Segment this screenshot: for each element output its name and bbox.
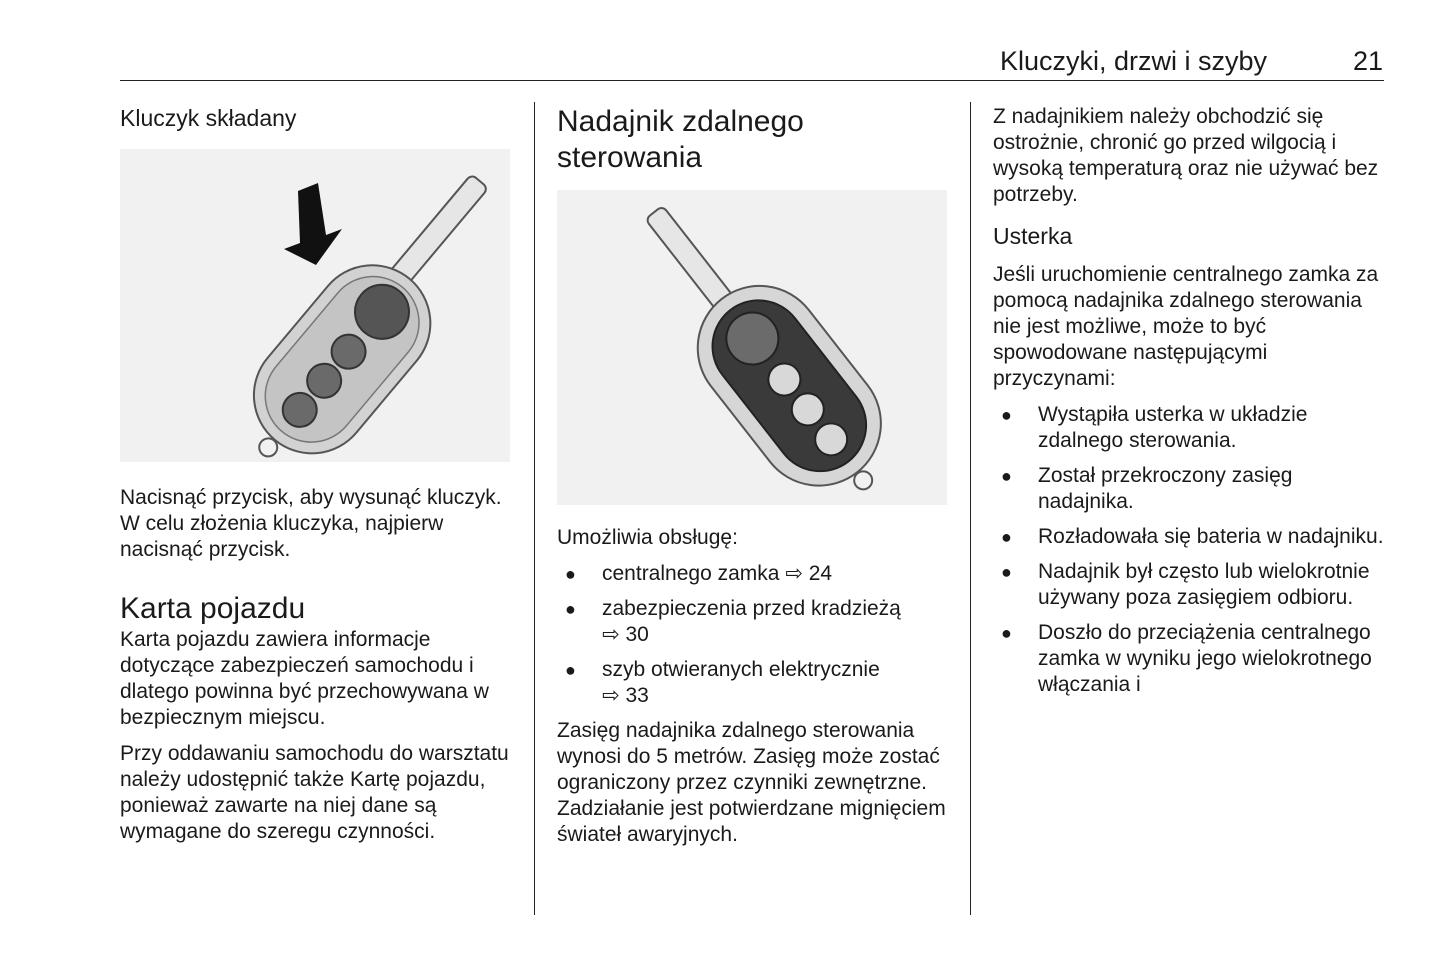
bullet-icon: ●: [1001, 623, 1012, 643]
list-item: ● Rozładowała się bateria w nadajniku.: [1001, 525, 1384, 548]
arrow-ref-icon: ⇨: [602, 684, 620, 707]
bullet-icon: ●: [565, 564, 576, 584]
section-title-line-1: Nadajnik zdalnego: [557, 105, 804, 138]
heading-folding-key: Kluczyk składany: [120, 105, 297, 131]
page-reference[interactable]: ⇨ 30: [602, 623, 649, 646]
folding-key-figure: [120, 149, 510, 462]
running-header-title: Kluczyki, drzwi i szyby: [999, 46, 1267, 76]
page-number: 21: [1352, 46, 1383, 76]
bullet-icon: ●: [1001, 562, 1012, 582]
press-arrow-icon: [284, 183, 342, 265]
list-item: [557, 657, 952, 709]
list-item-text: centralnego zamka: [602, 562, 780, 585]
bullet-icon: ●: [1001, 527, 1012, 547]
folding-key-caption: Nacisnąć przycisk, aby wysunąć kluczyk. W celu złożenia kluczyka, najpierw nacisnąć przycisk.: [120, 486, 502, 561]
list-item: ● Nadajnik był często lub wielokrotnie używany poza zasięgiem odbioru.: [1001, 560, 1370, 609]
page-reference[interactable]: ⇨ 33: [602, 684, 649, 707]
bullet-icon: ●: [1001, 405, 1012, 425]
list-item: ● Został przekroczony zasięg nadajnika.: [1001, 464, 1293, 513]
list-item: ● Doszło do przeciążenia centralnego zamka w wyniku jego wielokrotnego włączania i: [1001, 621, 1372, 696]
section-title-line-2: sterowania: [557, 141, 703, 174]
folding-key-illustration: [120, 149, 510, 462]
vehicle-card-paragraph-1: Karta pojazdu zawiera informacje dotyczące zabezpieczeń samochodu i dlatego powinna być przechowywana w bezpiecznym miejscu.: [120, 628, 489, 729]
handling-paragraph: Z nadajnikiem należy obchodzić się ostrożnie, chronić go przed wilgocią i wysoką temperaturą oraz nie używać bez potrzeby.: [993, 105, 1379, 206]
fault-paragraph: Jeśli uruchomienie centralnego zamka za pomocą nadajnika zdalnego sterowania nie jest możliwe, może to być spowodowane następującymi przyczynami:: [993, 263, 1379, 390]
bullet-icon: ●: [565, 660, 576, 680]
heading-fault: Usterka: [993, 223, 1073, 249]
list-item: [557, 561, 952, 587]
remote-intro: Umożliwia obsługę:: [557, 526, 738, 549]
column-divider-1: [534, 102, 535, 915]
column-2: [557, 104, 952, 858]
list-item-text: szyb otwieranych elektrycznie: [602, 658, 880, 681]
page-reference[interactable]: ⇨ 24: [785, 562, 833, 585]
column-3: [993, 104, 1393, 707]
column-1: [120, 104, 515, 855]
arrow-ref-icon: ⇨: [785, 562, 803, 585]
remote-functions-list: [557, 561, 952, 709]
bullet-icon: ●: [565, 599, 576, 619]
range-paragraph: Zasięg nadajnika zdalnego sterowania wynosi do 5 metrów. Zasięg może zostać ograniczony przez czynniki zewnętrzne. Zadziałanie jest potwierdzane mignięciem świateł awaryjnych.: [557, 719, 946, 846]
bullet-icon: ●: [1001, 466, 1012, 486]
fault-causes-list: [993, 402, 1393, 698]
arrow-ref-icon: ⇨: [602, 623, 620, 646]
section-title-vehicle-card: Karta pojazdu: [120, 592, 306, 625]
list-item: ● Wystąpiła usterka w układzie zdalnego sterowania.: [1001, 403, 1308, 452]
vehicle-card-paragraph-2: Przy oddawaniu samochodu do warsztatu należy udostępnić także Kartę pojazdu, ponieważ zawarte na niej dane są wymagane do szeregu czynności.: [120, 742, 509, 843]
list-item: [557, 596, 952, 648]
header-rule: [120, 80, 1384, 81]
list-item-text: zabezpieczenia przed kradzieżą: [602, 597, 901, 620]
section-title-remote-control: [557, 104, 952, 176]
remote-key-figure: [557, 190, 947, 505]
column-divider-2: [970, 102, 971, 915]
remote-key-illustration: [557, 190, 947, 505]
